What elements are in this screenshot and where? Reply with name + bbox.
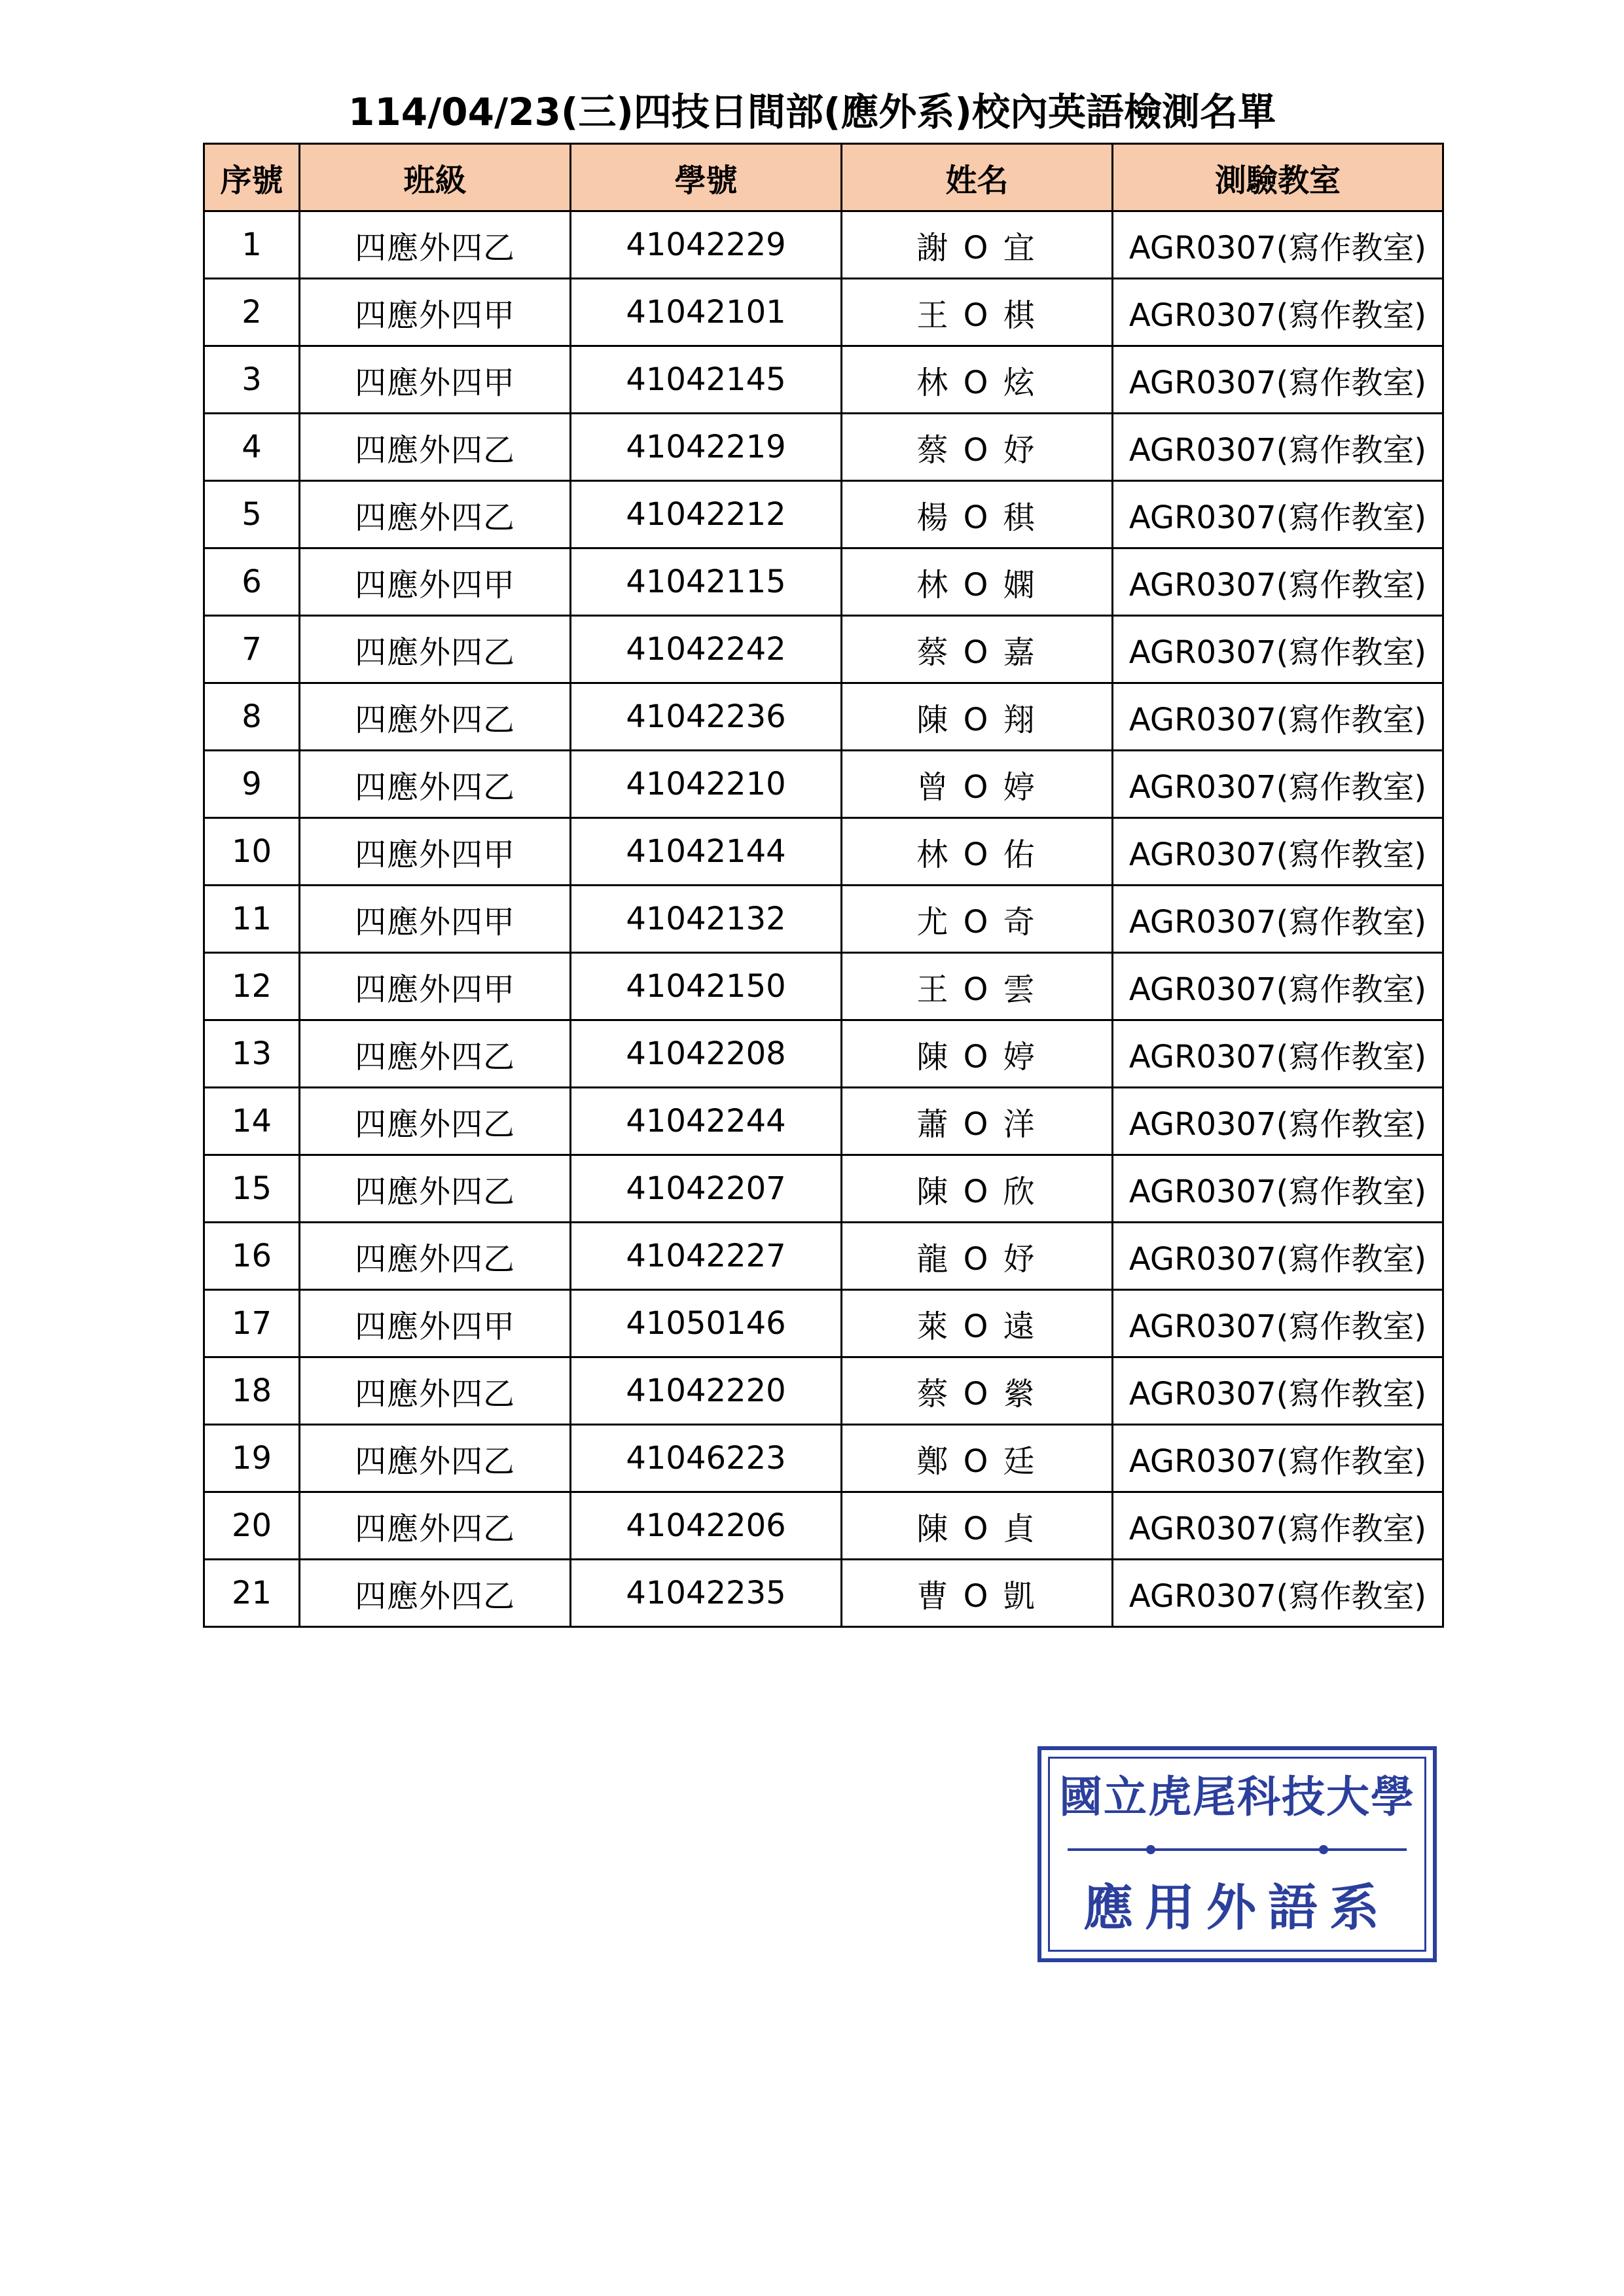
exam-roster-table — [203, 143, 1444, 1628]
cell-serial-number: 17 — [204, 1290, 300, 1357]
cell-class: 四應外四甲 — [300, 886, 571, 953]
cell-class: 四應外四甲 — [300, 1290, 571, 1357]
cell-serial-number: 7 — [204, 616, 300, 683]
cell-serial-number: 11 — [204, 886, 300, 953]
table-row — [204, 346, 1443, 414]
cell-serial-number: 14 — [204, 1088, 300, 1155]
cell-student-id: 41042235 — [571, 1560, 842, 1627]
cell-class: 四應外四甲 — [300, 953, 571, 1020]
cell-class: 四應外四甲 — [300, 548, 571, 616]
cell-student-id: 41042150 — [571, 953, 842, 1020]
cell-serial-number: 21 — [204, 1560, 300, 1627]
stamp-university-name: 國立虎尾科技大學 — [1059, 1771, 1415, 1822]
cell-student-id: 41042132 — [571, 886, 842, 953]
cell-student-id: 41042229 — [571, 211, 842, 279]
cell-exam-room: AGR0307(寫作教室) — [1113, 1290, 1443, 1357]
table-row — [204, 953, 1443, 1020]
cell-name: 蔡 O 妤 — [842, 414, 1113, 481]
cell-class: 四應外四乙 — [300, 751, 571, 818]
table-body — [204, 211, 1443, 1627]
table-row — [204, 751, 1443, 818]
stamp-department-name: 應用外語系 — [1083, 1878, 1391, 1937]
header-student-id: 學號 — [571, 144, 842, 211]
cell-student-id: 41042244 — [571, 1088, 842, 1155]
cell-name: 林 O 嫻 — [842, 548, 1113, 616]
cell-exam-room: AGR0307(寫作教室) — [1113, 886, 1443, 953]
cell-class: 四應外四乙 — [300, 616, 571, 683]
cell-exam-room: AGR0307(寫作教室) — [1113, 1357, 1443, 1425]
cell-exam-room: AGR0307(寫作教室) — [1113, 414, 1443, 481]
cell-serial-number: 10 — [204, 818, 300, 886]
cell-class: 四應外四乙 — [300, 414, 571, 481]
cell-name: 林 O 佑 — [842, 818, 1113, 886]
cell-exam-room: AGR0307(寫作教室) — [1113, 346, 1443, 414]
cell-student-id: 41042144 — [571, 818, 842, 886]
cell-serial-number: 9 — [204, 751, 300, 818]
cell-student-id: 41042145 — [571, 346, 842, 414]
cell-name: 鄭 O 廷 — [842, 1425, 1113, 1492]
cell-serial-number: 1 — [204, 211, 300, 279]
cell-class: 四應外四乙 — [300, 1088, 571, 1155]
table-row — [204, 886, 1443, 953]
table-row — [204, 1020, 1443, 1088]
cell-serial-number: 19 — [204, 1425, 300, 1492]
cell-class: 四應外四乙 — [300, 1492, 571, 1560]
cell-class: 四應外四乙 — [300, 1020, 571, 1088]
cell-serial-number: 3 — [204, 346, 300, 414]
cell-name: 林 O 炫 — [842, 346, 1113, 414]
cell-class: 四應外四乙 — [300, 1560, 571, 1627]
table-row — [204, 1492, 1443, 1560]
cell-name: 尤 O 奇 — [842, 886, 1113, 953]
cell-exam-room: AGR0307(寫作教室) — [1113, 1425, 1443, 1492]
cell-class: 四應外四乙 — [300, 1357, 571, 1425]
table-row — [204, 211, 1443, 279]
table-row — [204, 548, 1443, 616]
cell-name: 龍 O 妤 — [842, 1223, 1113, 1290]
table-row — [204, 1155, 1443, 1223]
stamp-divider — [1068, 1848, 1407, 1851]
cell-serial-number: 6 — [204, 548, 300, 616]
table-row — [204, 279, 1443, 346]
cell-student-id: 41046223 — [571, 1425, 842, 1492]
table-header-row — [204, 144, 1443, 211]
cell-student-id: 41042207 — [571, 1155, 842, 1223]
cell-class: 四應外四乙 — [300, 211, 571, 279]
cell-student-id: 41042236 — [571, 683, 842, 751]
cell-class: 四應外四甲 — [300, 279, 571, 346]
cell-class: 四應外四乙 — [300, 1223, 571, 1290]
cell-serial-number: 15 — [204, 1155, 300, 1223]
table-row — [204, 818, 1443, 886]
cell-serial-number: 20 — [204, 1492, 300, 1560]
cell-name: 曾 O 婷 — [842, 751, 1113, 818]
cell-student-id: 41042210 — [571, 751, 842, 818]
table-row — [204, 1425, 1443, 1492]
cell-student-id: 41042208 — [571, 1020, 842, 1088]
cell-serial-number: 12 — [204, 953, 300, 1020]
cell-student-id: 41042242 — [571, 616, 842, 683]
header-exam-room: 測驗教室 — [1113, 144, 1443, 211]
cell-serial-number: 5 — [204, 481, 300, 548]
cell-student-id: 41050146 — [571, 1290, 842, 1357]
cell-student-id: 41042212 — [571, 481, 842, 548]
page-title: 114/04/23(三)四技日間部(應外系)校內英語檢測名單 — [348, 90, 1276, 134]
cell-student-id: 41042101 — [571, 279, 842, 346]
cell-name: 陳 O 欣 — [842, 1155, 1113, 1223]
cell-serial-number: 4 — [204, 414, 300, 481]
cell-class: 四應外四乙 — [300, 481, 571, 548]
department-seal-stamp — [1038, 1746, 1437, 1962]
cell-exam-room: AGR0307(寫作教室) — [1113, 1020, 1443, 1088]
cell-student-id: 41042227 — [571, 1223, 842, 1290]
cell-name: 王 O 雲 — [842, 953, 1113, 1020]
cell-exam-room: AGR0307(寫作教室) — [1113, 953, 1443, 1020]
cell-name: 曹 O 凱 — [842, 1560, 1113, 1627]
cell-exam-room: AGR0307(寫作教室) — [1113, 211, 1443, 279]
cell-name: 蔡 O 縈 — [842, 1357, 1113, 1425]
cell-exam-room: AGR0307(寫作教室) — [1113, 1560, 1443, 1627]
cell-exam-room: AGR0307(寫作教室) — [1113, 1223, 1443, 1290]
cell-student-id: 41042219 — [571, 414, 842, 481]
cell-name: 陳 O 翔 — [842, 683, 1113, 751]
table-row — [204, 1357, 1443, 1425]
cell-exam-room: AGR0307(寫作教室) — [1113, 548, 1443, 616]
cell-name: 陳 O 貞 — [842, 1492, 1113, 1560]
cell-exam-room: AGR0307(寫作教室) — [1113, 616, 1443, 683]
cell-exam-room: AGR0307(寫作教室) — [1113, 1155, 1443, 1223]
header-class: 班級 — [300, 144, 571, 211]
cell-name: 謝 O 宜 — [842, 211, 1113, 279]
cell-class: 四應外四乙 — [300, 683, 571, 751]
table-row — [204, 616, 1443, 683]
cell-student-id: 41042115 — [571, 548, 842, 616]
table-row — [204, 1088, 1443, 1155]
header-serial-number: 序號 — [204, 144, 300, 211]
table-row — [204, 1290, 1443, 1357]
cell-serial-number: 18 — [204, 1357, 300, 1425]
cell-exam-room: AGR0307(寫作教室) — [1113, 279, 1443, 346]
cell-exam-room: AGR0307(寫作教室) — [1113, 1088, 1443, 1155]
table-row — [204, 414, 1443, 481]
cell-serial-number: 16 — [204, 1223, 300, 1290]
cell-class: 四應外四乙 — [300, 1155, 571, 1223]
cell-name: 陳 O 婷 — [842, 1020, 1113, 1088]
cell-exam-room: AGR0307(寫作教室) — [1113, 1492, 1443, 1560]
cell-student-id: 41042206 — [571, 1492, 842, 1560]
cell-name: 蔡 O 嘉 — [842, 616, 1113, 683]
cell-class: 四應外四乙 — [300, 1425, 571, 1492]
header-name: 姓名 — [842, 144, 1113, 211]
cell-name: 王 O 棋 — [842, 279, 1113, 346]
cell-serial-number: 13 — [204, 1020, 300, 1088]
cell-student-id: 41042220 — [571, 1357, 842, 1425]
cell-serial-number: 8 — [204, 683, 300, 751]
cell-exam-room: AGR0307(寫作教室) — [1113, 751, 1443, 818]
table-row — [204, 1560, 1443, 1627]
cell-class: 四應外四甲 — [300, 818, 571, 886]
cell-serial-number: 2 — [204, 279, 300, 346]
cell-exam-room: AGR0307(寫作教室) — [1113, 683, 1443, 751]
cell-class: 四應外四甲 — [300, 346, 571, 414]
cell-name: 楊 O 稘 — [842, 481, 1113, 548]
cell-exam-room: AGR0307(寫作教室) — [1113, 818, 1443, 886]
table-row — [204, 481, 1443, 548]
table-row — [204, 1223, 1443, 1290]
cell-name: 萊 O 遠 — [842, 1290, 1113, 1357]
cell-name: 蕭 O 洋 — [842, 1088, 1113, 1155]
cell-exam-room: AGR0307(寫作教室) — [1113, 481, 1443, 548]
table-row — [204, 683, 1443, 751]
